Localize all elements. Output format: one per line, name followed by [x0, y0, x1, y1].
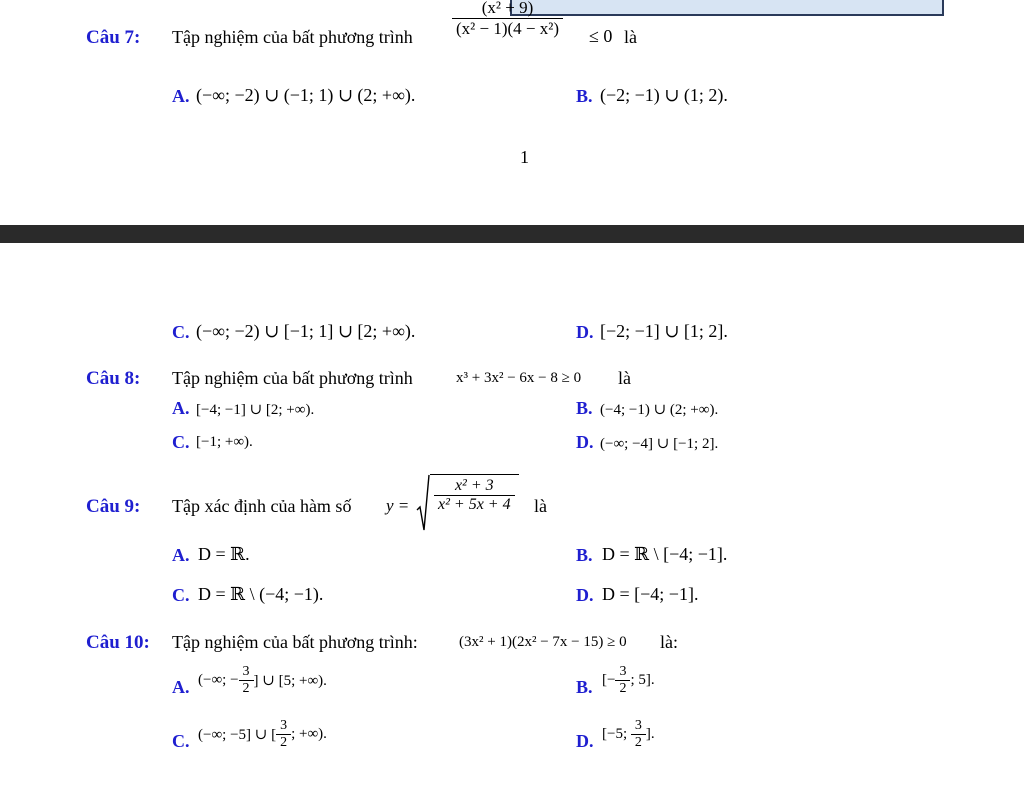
question-9-option-a-letter[interactable]: A.: [172, 545, 190, 565]
question-7-option-c-letter[interactable]: C.: [172, 322, 190, 342]
question-7-label: Câu 7:: [86, 27, 141, 48]
question-8-option-d-text[interactable]: (−∞; −4] ∪ [−1; 2].: [600, 436, 719, 452]
question-10-option-d-pre: [−5;: [602, 726, 631, 742]
question-8-option-b-text[interactable]: (−4; −1) ∪ (2; +∞).: [600, 402, 719, 418]
question-10-option-b-num: 3: [619, 664, 627, 679]
question-8-tail: là: [618, 368, 631, 388]
question-7-fraction: [452, 0, 563, 39]
question-8-expression: x³ + 3x² − 6x − 8 ≥ 0: [456, 370, 582, 386]
question-10-option-a-post: ] ∪ [5; +∞).: [253, 673, 327, 689]
question-7-tail: là: [624, 27, 637, 47]
question-10-option-d-post: ].: [645, 726, 655, 742]
page-number: 1: [520, 147, 529, 167]
question-10-option-c-text[interactable]: [198, 718, 327, 751]
question-8-option-c-letter[interactable]: C.: [172, 432, 190, 452]
question-9-numerator: x² + 3: [454, 477, 494, 494]
question-10-option-b-text[interactable]: [602, 664, 655, 697]
question-7-option-b-letter[interactable]: B.: [576, 86, 593, 106]
question-8-label: Câu 8:: [86, 368, 141, 389]
question-10-option-b-den: 2: [615, 680, 630, 697]
question-9-option-b-letter[interactable]: B.: [576, 545, 593, 565]
question-7-option-d-letter[interactable]: D.: [576, 322, 594, 342]
question-10-option-c-pre: (−∞; −5] ∪ [: [198, 727, 277, 743]
top-overlay-box: [510, 0, 944, 16]
question-7-option-b-text[interactable]: (−2; −1) ∪ (1; 2).: [600, 85, 728, 105]
question-9-option-a-text[interactable]: D = ℝ.: [198, 544, 250, 564]
question-8-option-c-text[interactable]: [−1; +∞).: [196, 434, 253, 450]
question-10-option-d-letter[interactable]: D.: [576, 731, 594, 751]
page-separator: [0, 225, 1024, 243]
question-10-option-b-letter[interactable]: B.: [576, 677, 593, 697]
question-10-option-a-pre: (−∞; −: [198, 672, 239, 688]
question-10-option-a-letter[interactable]: A.: [172, 677, 190, 697]
question-9-option-c-text[interactable]: D = ℝ \ (−4; −1).: [198, 584, 324, 604]
question-10-option-a-den: 2: [239, 680, 254, 697]
question-10-option-d-den: 2: [631, 734, 646, 751]
question-9-lhs: y =: [386, 496, 410, 515]
question-9-radical: [416, 474, 519, 532]
question-10-label: Câu 10:: [86, 632, 150, 653]
question-8-option-a-letter[interactable]: A.: [172, 398, 190, 418]
question-7-stem: Tập nghiệm của bất phương trình: [172, 27, 413, 47]
question-10-option-a-num: 3: [242, 664, 250, 679]
question-9-denominator: x² + 5x + 4: [434, 495, 515, 514]
question-8-stem: Tập nghiệm của bất phương trình: [172, 368, 413, 388]
question-9-option-d-text[interactable]: D = [−4; −1].: [602, 584, 699, 604]
question-9-tail: là: [534, 496, 547, 516]
square-root-icon: [416, 474, 430, 532]
question-9-option-c-letter[interactable]: C.: [172, 585, 190, 605]
question-10-option-c-post: ; +∞).: [291, 726, 327, 742]
question-8-option-d-letter[interactable]: D.: [576, 432, 594, 452]
question-7-option-c-text[interactable]: (−∞; −2) ∪ [−1; 1] ∪ [2; +∞).: [196, 321, 416, 341]
question-7-relation: ≤ 0: [589, 26, 613, 46]
question-10-option-d-text[interactable]: [602, 718, 655, 751]
question-10-option-d-num: 3: [634, 718, 642, 733]
question-10-option-c-den: 2: [276, 734, 291, 751]
question-9-stem: Tập xác định của hàm số: [172, 496, 352, 516]
question-10-expression: (3x² + 1)(2x² − 7x − 15) ≥ 0: [459, 634, 627, 650]
question-7-option-a-letter[interactable]: A.: [172, 86, 190, 106]
question-10-option-c-num: 3: [280, 718, 288, 733]
question-8-option-a-text[interactable]: [−4; −1] ∪ [2; +∞).: [196, 402, 315, 418]
question-9-option-d-letter[interactable]: D.: [576, 585, 594, 605]
question-7-option-a-text[interactable]: (−∞; −2) ∪ (−1; 1) ∪ (2; +∞).: [196, 85, 416, 105]
question-9-label: Câu 9:: [86, 496, 141, 517]
question-8-option-b-letter[interactable]: B.: [576, 398, 593, 418]
question-10-tail: là:: [660, 632, 678, 652]
question-10-option-b-post: ; 5].: [630, 672, 655, 688]
question-7-denominator: (x² − 1)(4 − x²): [452, 18, 563, 39]
question-7-option-d-text[interactable]: [−2; −1] ∪ [1; 2].: [600, 321, 728, 341]
question-7-numerator: (x² + 9): [481, 0, 534, 17]
question-10-stem: Tập nghiệm của bất phương trình:: [172, 632, 418, 652]
question-10-option-b-pre: [−: [602, 672, 616, 688]
question-9-option-b-text[interactable]: D = ℝ \ [−4; −1].: [602, 544, 728, 564]
question-10-option-a-text[interactable]: [198, 664, 327, 697]
question-10-option-c-letter[interactable]: C.: [172, 731, 190, 751]
